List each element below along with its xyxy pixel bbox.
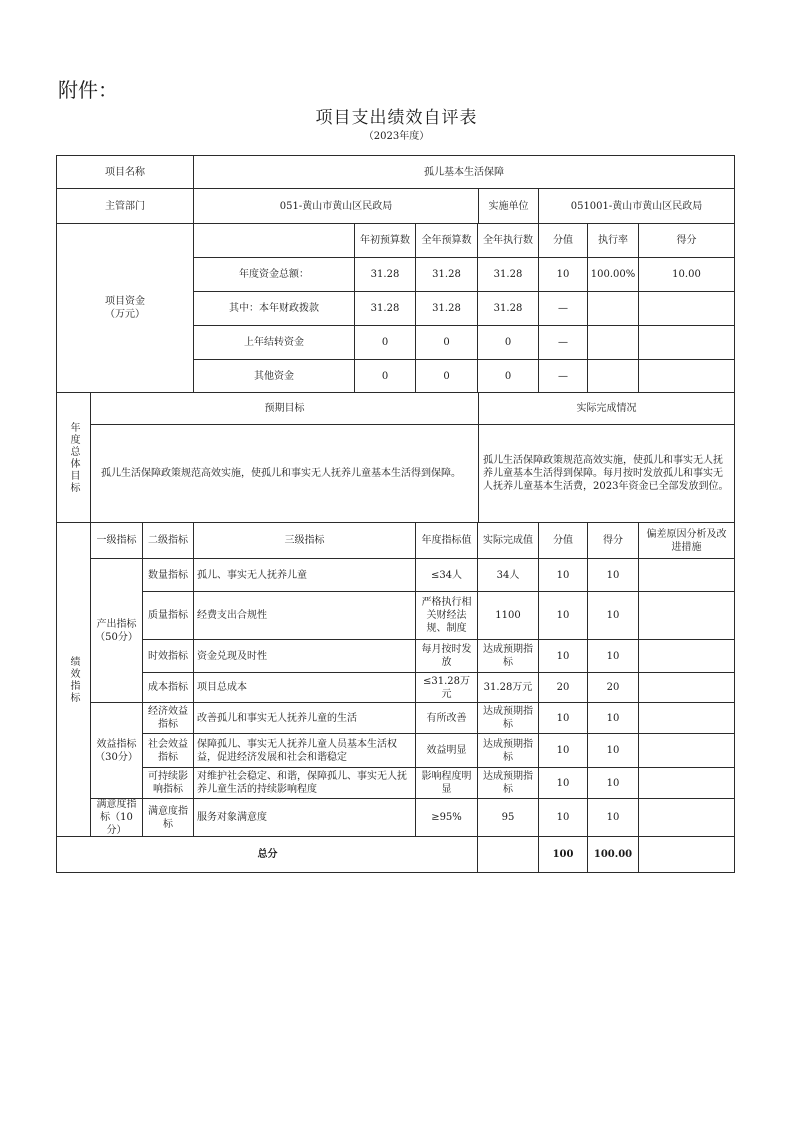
dept-label: 主管部门 [56,188,194,224]
funds-cell [587,359,639,393]
indicator-target: ≤31.28万元 [415,672,478,703]
funds-cell: 31.28 [354,257,416,292]
funds-cell [587,291,639,326]
project-name-value: 孤儿基本生活保障 [193,155,735,189]
indicator-l3: 孤儿、事实无人抚养儿童 [193,558,416,592]
funds-cell: 0 [415,325,478,360]
indicator-l2: 经济效益指标 [142,702,194,734]
funds-cell: 10.00 [638,257,735,292]
funds-cell: — [538,325,588,360]
indicator-value: 10 [538,702,588,734]
attachment-label: 附件： [58,78,118,102]
funds-cell [638,291,735,326]
indicator-score: 10 [587,558,639,592]
indicator-value: 10 [538,798,588,837]
funds-cell: 31.28 [415,257,478,292]
indicator-target: 影响程度明显 [415,767,478,799]
funds-header: 全年执行数 [477,223,539,258]
indicator-l3: 改善孤儿和事实无人抚养儿童的生活 [193,702,416,734]
funds-header: 分值 [538,223,588,258]
indicator-value: 10 [538,639,588,673]
goals-section-label [56,392,91,523]
indicator-deviation [638,591,735,640]
indicator-l3: 保障孤儿、事实无人抚养儿童人员基本生活权益，促进经济发展和社会和谐稳定 [193,733,416,768]
indicator-value: 10 [538,733,588,768]
indicator-l2: 数量指标 [142,558,194,592]
indicator-header: 偏差原因分析及改进措施 [638,522,735,559]
goals-section-text: 年度总体目标 [68,421,79,494]
funds-section-label: 项目资金 （万元） [56,223,194,393]
indicator-score: 20 [587,672,639,703]
indicator-target: 有所改善 [415,702,478,734]
indicator-value: 20 [538,672,588,703]
indicator-actual: 34人 [477,558,539,592]
indicator-score: 10 [587,767,639,799]
indicator-l3: 经费支出合规性 [193,591,416,640]
funds-cell: 10 [538,257,588,292]
funds-cell [587,325,639,360]
goals-expected-header: 预期目标 [90,392,479,425]
indicator-deviation [638,639,735,673]
indicator-score: 10 [587,798,639,837]
indicator-score: 10 [587,702,639,734]
funds-row-label: 其他资金 [193,359,355,393]
indicator-header: 二级指标 [142,522,194,559]
indicator-l3: 服务对象满意度 [193,798,416,837]
indicator-level1-satisfaction: 满意度指标（10分） [90,798,143,837]
funds-row-label: 其中：本年财政拨款 [193,291,355,326]
indicator-l2: 满意度指标 [142,798,194,837]
page-title: 项目支出绩效自评表 [315,108,478,128]
indicator-target: 每月按时发放 [415,639,478,673]
indicator-actual: 31.28万元 [477,672,539,703]
funds-cell [638,359,735,393]
goals-expected-text: 孤儿生活保障政策规范高效实施，使孤儿和事实无人抚养儿童基本生活得到保障。 [90,424,479,523]
year-label: （2023年度） [363,131,430,142]
total-blank [477,836,539,873]
indicator-l3: 项目总成本 [193,672,416,703]
indicator-deviation [638,702,735,734]
indicator-level1-benefit: 效益指标 （30分） [90,702,143,799]
indicator-actual: 达成预期指标 [477,767,539,799]
funds-cell: — [538,359,588,393]
funds-cell: 0 [354,359,416,393]
indicator-score: 10 [587,591,639,640]
indicator-level1-output: 产出指标 （50分） [90,558,143,703]
funds-cell: 0 [477,359,539,393]
project-name-label: 项目名称 [56,155,194,189]
funds-row-label: 年度资金总额： [193,257,355,292]
indicator-l2: 可持续影响指标 [142,767,194,799]
indicator-target: 效益明显 [415,733,478,768]
unit-label: 实施单位 [478,188,539,224]
indicator-actual: 达成预期指标 [477,702,539,734]
indicator-deviation [638,767,735,799]
funds-row-label: 上年结转资金 [193,325,355,360]
funds-cell: — [538,291,588,326]
indicator-actual: 1100 [477,591,539,640]
indicator-deviation [638,798,735,837]
indicator-score: 10 [587,733,639,768]
indicators-section-text: 绩效指标 [68,655,79,704]
indicator-header: 得分 [587,522,639,559]
unit-value: 051001-黄山市黄山区民政局 [538,188,735,224]
funds-cell: 0 [477,325,539,360]
funds-cell: 0 [415,359,478,393]
indicator-l2: 成本指标 [142,672,194,703]
indicator-deviation [638,672,735,703]
indicator-header: 一级指标 [90,522,143,559]
indicator-value: 10 [538,558,588,592]
total-value: 100 [538,836,588,873]
funds-cell [638,325,735,360]
indicator-header: 实际完成值 [477,522,539,559]
funds-header-blank [193,223,355,258]
indicator-target: ≤34人 [415,558,478,592]
indicator-value: 10 [538,591,588,640]
indicator-score: 10 [587,639,639,673]
goals-actual-text: 孤儿生活保障政策规范高效实施，使孤儿和事实无人抚养儿童基本生活得到保障。每月按时发放孤儿和事实无人抚养儿童基本生活费，2023年资金已全部发放到位。 [478,424,735,523]
indicator-l3: 资金兑现及时性 [193,639,416,673]
indicator-l2: 质量指标 [142,591,194,640]
funds-cell: 31.28 [477,291,539,326]
indicator-l2: 社会效益指标 [142,733,194,768]
funds-header: 得分 [638,223,735,258]
indicator-l2: 时效指标 [142,639,194,673]
indicator-actual: 达成预期指标 [477,733,539,768]
indicator-target: ≥95% [415,798,478,837]
indicators-section-label [56,522,91,837]
indicator-deviation [638,558,735,592]
funds-header: 全年预算数 [415,223,478,258]
funds-header: 执行率 [587,223,639,258]
goals-actual-header: 实际完成情况 [478,392,735,425]
dept-value: 051-黄山市黄山区民政局 [193,188,479,224]
indicator-header: 分值 [538,522,588,559]
indicator-target: 严格执行相关财经法规、制度 [415,591,478,640]
indicator-header: 年度指标值 [415,522,478,559]
funds-cell: 31.28 [354,291,416,326]
indicator-actual: 达成预期指标 [477,639,539,673]
funds-cell: 100.00% [587,257,639,292]
funds-header: 年初预算数 [354,223,416,258]
indicator-actual: 95 [477,798,539,837]
indicator-l3: 对维护社会稳定、和谐，保障孤儿、事实无人抚养儿童生活的持续影响程度 [193,767,416,799]
funds-cell: 31.28 [415,291,478,326]
funds-cell: 0 [354,325,416,360]
total-deviation [638,836,735,873]
indicator-value: 10 [538,767,588,799]
indicator-deviation [638,733,735,768]
total-label: 总分 [56,836,479,873]
total-score: 100.00 [587,836,639,873]
funds-cell: 31.28 [477,257,539,292]
indicator-header: 三级指标 [193,522,416,559]
